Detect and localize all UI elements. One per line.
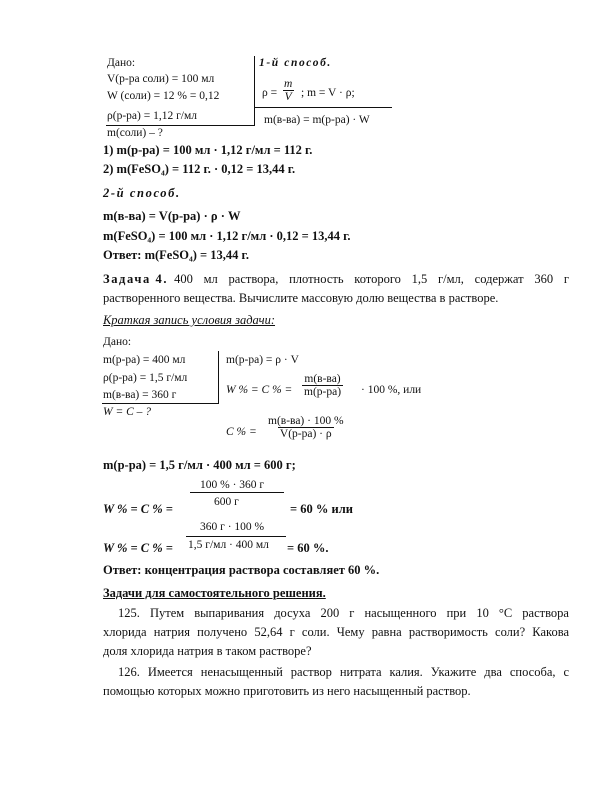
result-line: = 60 % или (290, 502, 353, 516)
formula-line: m(в-ва) = m(р-ра) · W (264, 114, 370, 126)
fraction-numerator: 360 г · 100 % (200, 521, 265, 533)
task-125-line-1: 125. Путем выпаривания досуха 200 г насыщенного при 10 °С раствора (118, 606, 569, 620)
w-formula-suffix: · 100 %, или (361, 384, 422, 396)
c-formula-prefix: C % = (226, 426, 257, 438)
answer-line: Ответ: m(FeSO₄) = 13,44 г. (103, 248, 249, 262)
fraction-denominator: 1,5 г/мл · 400 мл (188, 539, 269, 551)
c-fraction (266, 415, 346, 440)
given-header: Дано: (107, 57, 136, 69)
task-label: Задача 4. (103, 272, 169, 286)
mass-volume-fraction (282, 78, 294, 103)
task-125-line-3: доля хлорида натрия в таком растворе? (103, 644, 312, 658)
w-label: W % = C % = (103, 502, 173, 516)
w-formula-prefix: W % = C % = (226, 384, 293, 396)
task-4-line-1 (103, 272, 569, 287)
result-line: = 60 %. (287, 541, 329, 555)
given-line: ρ(р-ра) = 1,5 г/мл (103, 372, 188, 384)
w-label: W % = C % = (103, 541, 173, 555)
fraction-numerator: m(в-ва) (304, 373, 341, 385)
task-125-line-2: хлорида натрия получено 52,64 г соли. Чему равна растворимость соли? Какова (103, 625, 569, 639)
task-text: 400 мл раствора, плотность которого 1,5 г/мл, содержат 360 г (174, 272, 569, 286)
task-126-line-1: 126. Имеется ненасыщенный раствор нитрата калия. Укажите два способа, с (118, 665, 569, 679)
given-divider (106, 125, 254, 126)
calc-line: 1) m(р-ра) = 100 мл · 1,12 г/мл = 112 г. (103, 143, 313, 157)
fraction-bar (190, 492, 284, 493)
fraction-numerator: m(в-ва) · 100 % (268, 415, 344, 427)
given-unknown: W = C – ? (103, 406, 152, 418)
calc-line: m(FeSO₄) = 100 мл · 1,12 г/мл · 0,12 = 13,44 г. (103, 229, 351, 243)
given-line: ρ(р-ра) = 1,12 г/мл (107, 110, 197, 122)
method-title: 1-й способ. (259, 57, 332, 69)
method-divider (254, 107, 392, 108)
fraction-numerator: 100 % · 360 г (200, 479, 265, 491)
rho-label: ρ = (262, 87, 278, 99)
given-line: W (соли) = 12 % = 0,12 (107, 90, 220, 102)
calc-line: m(в-ва) = V(р-ра) · ρ · W (103, 209, 241, 223)
fraction-bar (186, 536, 286, 537)
fraction-numerator: m (284, 78, 293, 90)
method-2-title: 2-й способ. (103, 186, 181, 200)
given-line: m(р-ра) = 400 мл (103, 354, 186, 366)
answer-line: Ответ: концентрация раствора составляет 60 %. (103, 563, 380, 577)
calc-line: m(р-ра) = 1,5 г/мл · 400 мл = 600 г; (103, 458, 296, 472)
given-line: V(р-ра соли) = 100 мл (107, 73, 215, 85)
fraction-denominator: V(р-ра) · ρ (279, 428, 332, 440)
fraction-denominator: m(р-ра) (304, 386, 342, 398)
given-header: Дано: (103, 336, 132, 348)
fraction-denominator: V (284, 91, 292, 103)
given-divider (102, 403, 218, 404)
given-line: m(в-ва) = 360 г (103, 389, 177, 401)
given-unknown: m(соли) – ? (107, 127, 163, 139)
independent-tasks-heading: Задачи для самостоятельного решения. (103, 586, 326, 600)
fraction-denominator: 600 г (214, 496, 239, 508)
calc-line: 2) m(FeSO₄) = 112 г. · 0,12 = 13,44 г. (103, 162, 296, 176)
given-separator (218, 351, 219, 404)
w-fraction (302, 373, 343, 398)
task-4-line-2: растворенного вещества. Вычислите массовую долю вещества в растворе. (103, 291, 499, 305)
formula-line: m(р-ра) = ρ · V (226, 354, 299, 366)
formula-rest: ; m = V · ρ; (301, 87, 355, 99)
given-separator (254, 56, 255, 126)
short-record-heading: Краткая запись условия задачи: (103, 313, 276, 327)
task-126-line-2: помощью которых можно приготовить из него насыщенный раствор. (103, 684, 471, 698)
